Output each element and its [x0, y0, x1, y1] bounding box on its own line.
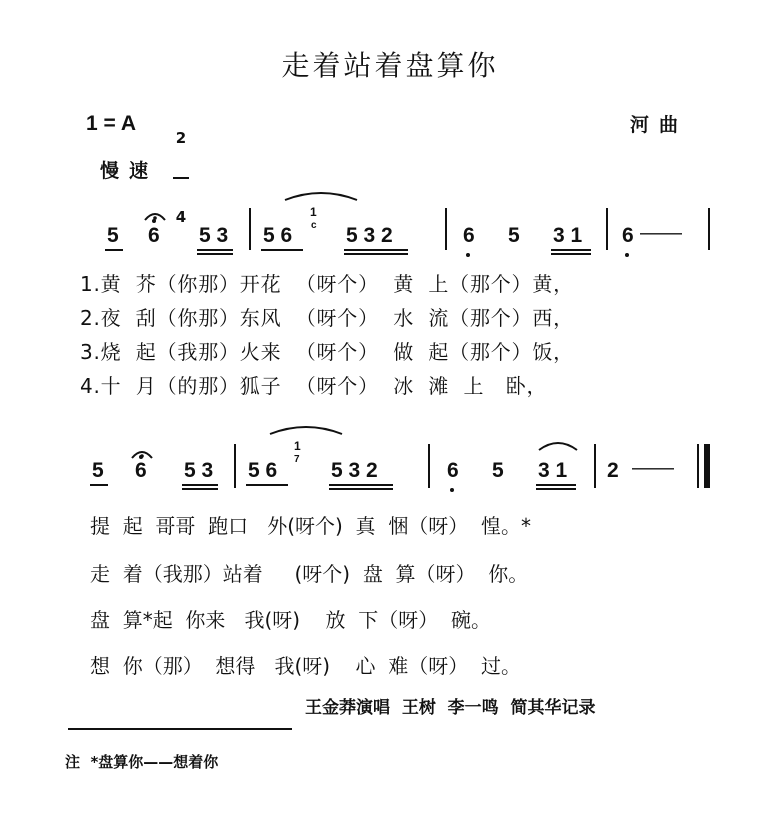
barline [249, 208, 251, 250]
note: 6 [135, 459, 147, 482]
note: 5 3 [199, 224, 229, 247]
final-barline-thick [704, 444, 710, 488]
region-label: 河曲 [630, 114, 689, 136]
underline [329, 484, 393, 486]
verse-line: 1.黄 芥（你那）开花 （呀个） 黄 上（那个）黄， [80, 272, 574, 296]
verse-line: 想 你（那） 想得 我(呀) 心 难（呀） 过。 [90, 654, 521, 678]
underline [182, 484, 218, 486]
underline [551, 249, 591, 251]
underline [246, 484, 288, 486]
underline [329, 488, 393, 490]
octave-dot-below [466, 253, 470, 257]
underline [105, 249, 123, 251]
barline [445, 208, 447, 250]
octave-dot [139, 455, 143, 459]
barline [606, 208, 608, 250]
final-barline-thin [697, 444, 699, 488]
barline [708, 208, 710, 250]
octave-dot [152, 219, 156, 223]
underline [182, 488, 218, 490]
time-signature-bar [173, 177, 189, 179]
octave-dot-below [450, 488, 454, 492]
footnote-divider [68, 728, 292, 730]
sustain-dash: —— [632, 456, 674, 479]
grace-note: 1 [294, 439, 301, 453]
underline [551, 253, 591, 255]
verse-line: 2.夜 刮（你那）东风 （呀个） 水 流（那个）西， [80, 306, 574, 330]
time-signature [173, 101, 189, 240]
grace-note-sub: c [311, 220, 317, 231]
note: 5 [92, 459, 104, 482]
note: 6 [622, 224, 634, 247]
note: 5 6 [263, 224, 293, 247]
slur-1 [283, 188, 359, 202]
note: 5 3 [184, 459, 214, 482]
tempo-marking: 慢速 [100, 160, 159, 182]
underline [536, 488, 576, 490]
page-title: 走着站着盘算你 [281, 49, 499, 82]
underline [90, 484, 108, 486]
grace-note: 1 [310, 205, 317, 219]
underline [197, 249, 233, 251]
footnote: 注 *盘算你——想着你 [65, 753, 219, 771]
verse-line: 走 着（我那）站着 (呀个) 盘 算（呀） 你。 [90, 562, 529, 586]
note: 5 [492, 459, 504, 482]
note: 2 [607, 459, 619, 482]
verse-line: 4.十 月（的那）狐子 （呀个） 冰 滩 上 卧， [80, 374, 548, 398]
note: 5 6 [248, 459, 278, 482]
note: 6 [463, 224, 475, 247]
underline [197, 253, 233, 255]
note: 5 3 2 [346, 224, 393, 247]
slur-2 [268, 422, 344, 436]
time-signature-top: 2 [175, 129, 187, 147]
credit-line: 王金莽演唱 王树 李一鸣 简其华记录 [305, 698, 596, 718]
time-signature-bottom: 4 [175, 208, 187, 226]
note: 3 1 [538, 459, 568, 482]
verse-line: 盘 算*起 你来 我(呀) 放 下（呀） 碗。 [90, 608, 491, 632]
note: 3 1 [553, 224, 583, 247]
barline [594, 444, 596, 488]
note: 5 [107, 224, 119, 247]
verse-line: 提 起 哥哥 跑口 外(呀个) 真 悃（呀） 惶。* [90, 514, 531, 538]
note: 6 [447, 459, 459, 482]
note: 5 3 2 [331, 459, 378, 482]
note: 5 [508, 224, 520, 247]
grace-note-sub: 7 [294, 454, 300, 465]
barline [234, 444, 236, 488]
underline [261, 249, 303, 251]
underline [536, 484, 576, 486]
note: 6 [148, 224, 160, 247]
underline [344, 253, 408, 255]
verse-line: 3.烧 起（我那）火来 （呀个） 做 起（那个）饭， [80, 340, 574, 364]
underline [344, 249, 408, 251]
key-signature: 1 = A [86, 112, 136, 135]
octave-dot-below [625, 253, 629, 257]
slur-3 [537, 438, 579, 452]
barline [428, 444, 430, 488]
sustain-dash: —— [640, 221, 682, 244]
